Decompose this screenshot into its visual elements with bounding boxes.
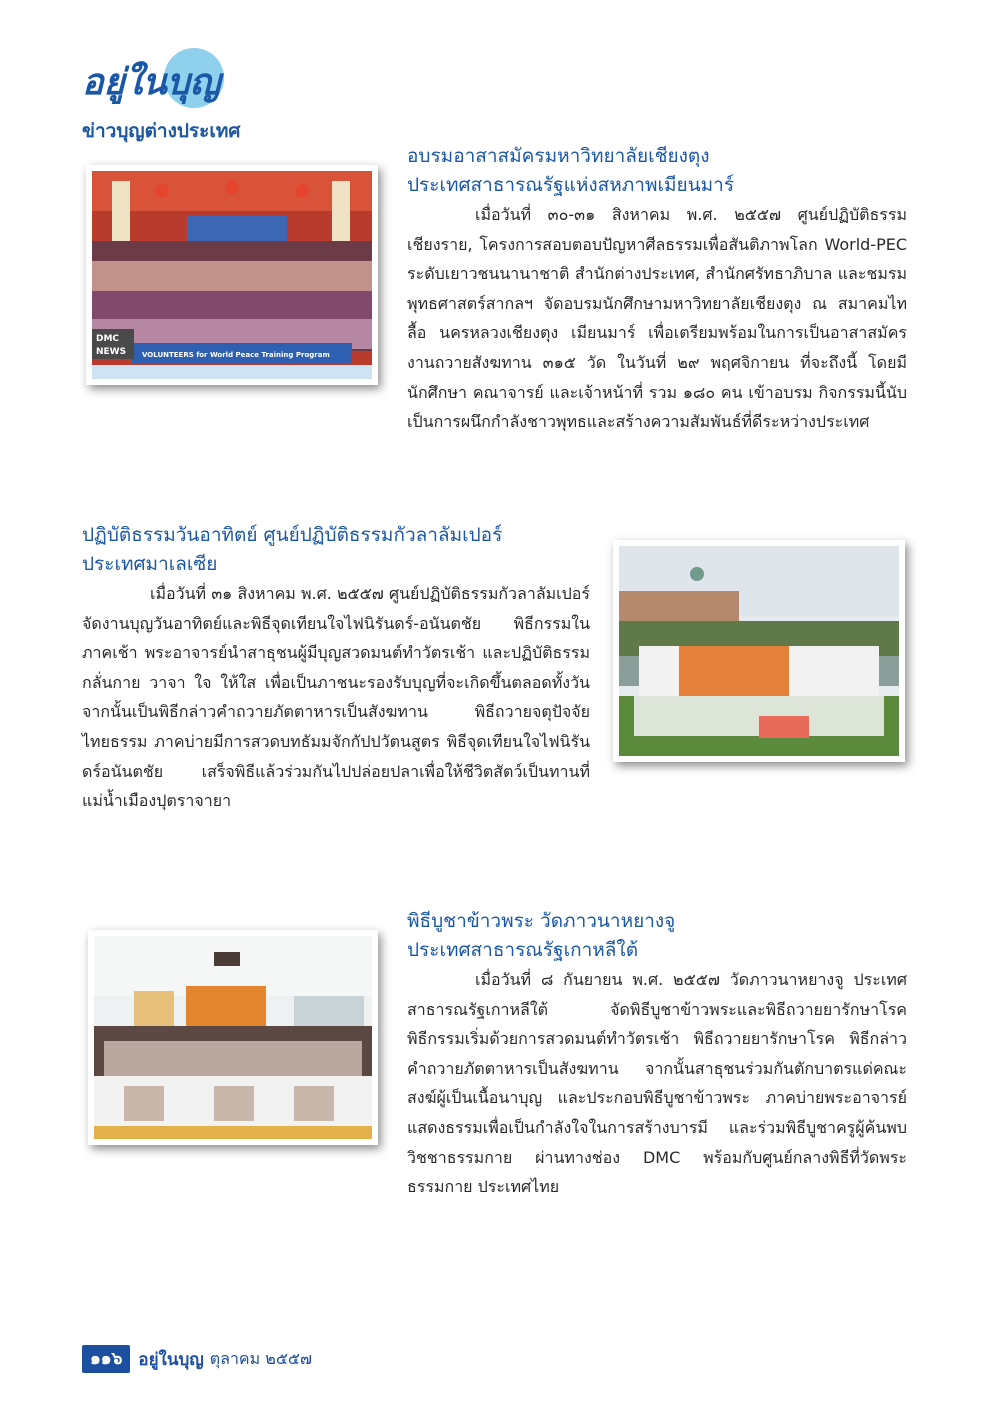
page-footer [82,1345,312,1373]
headline-line2: ประเทศสาธารณรัฐเกาหลีใต้ [407,939,639,961]
magazine-logo [82,48,252,114]
photo-chiangtung-volunteers [86,165,378,385]
section-label: ข่าวบุญต่างประเทศ [82,120,241,142]
article-body-text: เมื่อวันที่ ๓๐-๓๑ สิงหาคม พ.ศ. ๒๕๕๗ ศูนย์ปฏิบัติธรรมเชียงราย, โครงการสอบตอบปัญหาศีลธรรมเพื่อสันติภาพโลก World-PEC ระดับเยาวชนนานาชาติ สำนักต่างประเทศ, สำนักศรัทธาภิบาล และชมรมพุทธศาสตร์สากลฯ จัดอบรมนักศึกษามหาวิทยาลัยเชียงตุง ณ สมาคมไทลื้อ นครหลวงเชียงตุง เมียนมาร์ เพื่อเตรียมพร้อมในการเป็นอาสาสมัครงานถวายสังฆทาน ๓๑๕ วัด ในวันที่ ๒๙ พฤศจิกายน ที่จะถึงนี้ โดยมีนักศึกษา คณาจารย์ และเจ้าหน้าที่ รวม ๑๘๐ คน เข้าอบรม กิจกรรมนี้นับเป็นการผนึกกำลังชาวพุทธและสร้างความสัมพันธ์ที่ดีระหว่างประเทศ [407,205,907,432]
headline-line2: ประเทศมาเลเซีย [82,553,218,575]
dmc-label: DMC [96,334,120,344]
page-number: ๑๑๖ [82,1345,130,1373]
headline-line1: อบรมอาสาสมัครมหาวิทยาลัยเชียงตุง [407,145,710,167]
headline-line1: พิธีบูชาข้าวพระ วัดภาวนาหยางจู [407,910,676,932]
headline-line2: ประเทศสาธารณรัฐแห่งสหภาพเมียนมาร์ [407,174,735,196]
article-body-text: เมื่อวันที่ ๘ กันยายน พ.ศ. ๒๕๕๗ วัดภาวนาหยางจู ประเทศสาธารณรัฐเกาหลีใต้ จัดพิธีบูชาข้าวพระและพิธีถวายยารักษาโรค พิธีกรรมเริ่มด้วยการสวดมนต์ทำวัตรเช้า พิธีถวายยารักษาโรค พิธีกล่าวคำถวายภัตตาหารเป็นสังฆทาน จากนั้นสาธุชนร่วมกันตักบาตรแด่คณะสงฆ์ผู้เป็นเนื้อนาบุญ และประกอบพิธีบูชาข้าวพระ ภาคบ่ายพระอาจารย์แสดงธรรมเพื่อเป็นกำลังใจในการสร้างบารมี และร่วมพิธีบูชาครูผู้ค้นพบวิชชาธรรมกาย ผ่านทางช่อง DMC พร้อมกับศูนย์กลางพิธีที่วัดพระธรรมกาย ประเทศไทย [407,970,907,1197]
article-body-text: เมื่อวันที่ ๓๑ สิงหาคม พ.ศ. ๒๕๕๗ ศูนย์ปฏิบัติธรรมกัวลาลัมเปอร์จัดงานบุญวันอาทิตย์และพิธีจุดเทียนใจไฟนิรันดร์-อนันตชัย พิธีกรรมในภาคเช้า พระอาจารย์นำสาธุชนผู้มีบุญสวดมนต์ทำวัตรเช้า และปฏิบัติธรรมกลั่นกาย วาจา ใจ ให้ใส เพื่อเป็นภาชนะรองรับบุญที่จะเกิดขึ้นตลอดทั้งวัน จากนั้นเป็นพิธีกล่าวคำถวายภัตตาหารเป็นสังฆทาน พิธีถวายจตุปัจจัยไทยธรรม ภาคบ่ายมีการสวดบทธัมมจักกัปปวัตนสูตร พิธีจุดเทียนใจไฟนิรันดร์อนันตชัย เสร็จพิธีแล้วร่วมกันไปปล่อยปลาเพื่อให้ชีวิตสัตว์เป็นทานที่แม่น้ำเมืองปุตราจายา [82,584,590,811]
headline-line1: ปฏิบัติธรรมวันอาทิตย์ ศูนย์ปฏิบัติธรรมกัวลาลัมเปอร์ [82,524,503,546]
article-yangju [407,907,907,1202]
photo-banner-text: VOLUNTEERS for World Peace Training Program [142,351,330,359]
article-body [82,579,590,816]
footer-issue: ตุลาคม ๒๕๕๗ [209,1348,313,1368]
logo-text: อยู่ในบุญ [82,61,221,103]
article-body [407,965,907,1202]
article-chiangtung [407,142,907,437]
photo-kualalumpur-group [613,540,905,762]
footer-magazine: อยู่ในบุญ [138,1349,204,1370]
photo-yangju-temple [88,930,378,1145]
article-body [407,200,907,437]
article-kualalumpur [82,521,590,816]
news-label: NEWS [96,347,127,357]
